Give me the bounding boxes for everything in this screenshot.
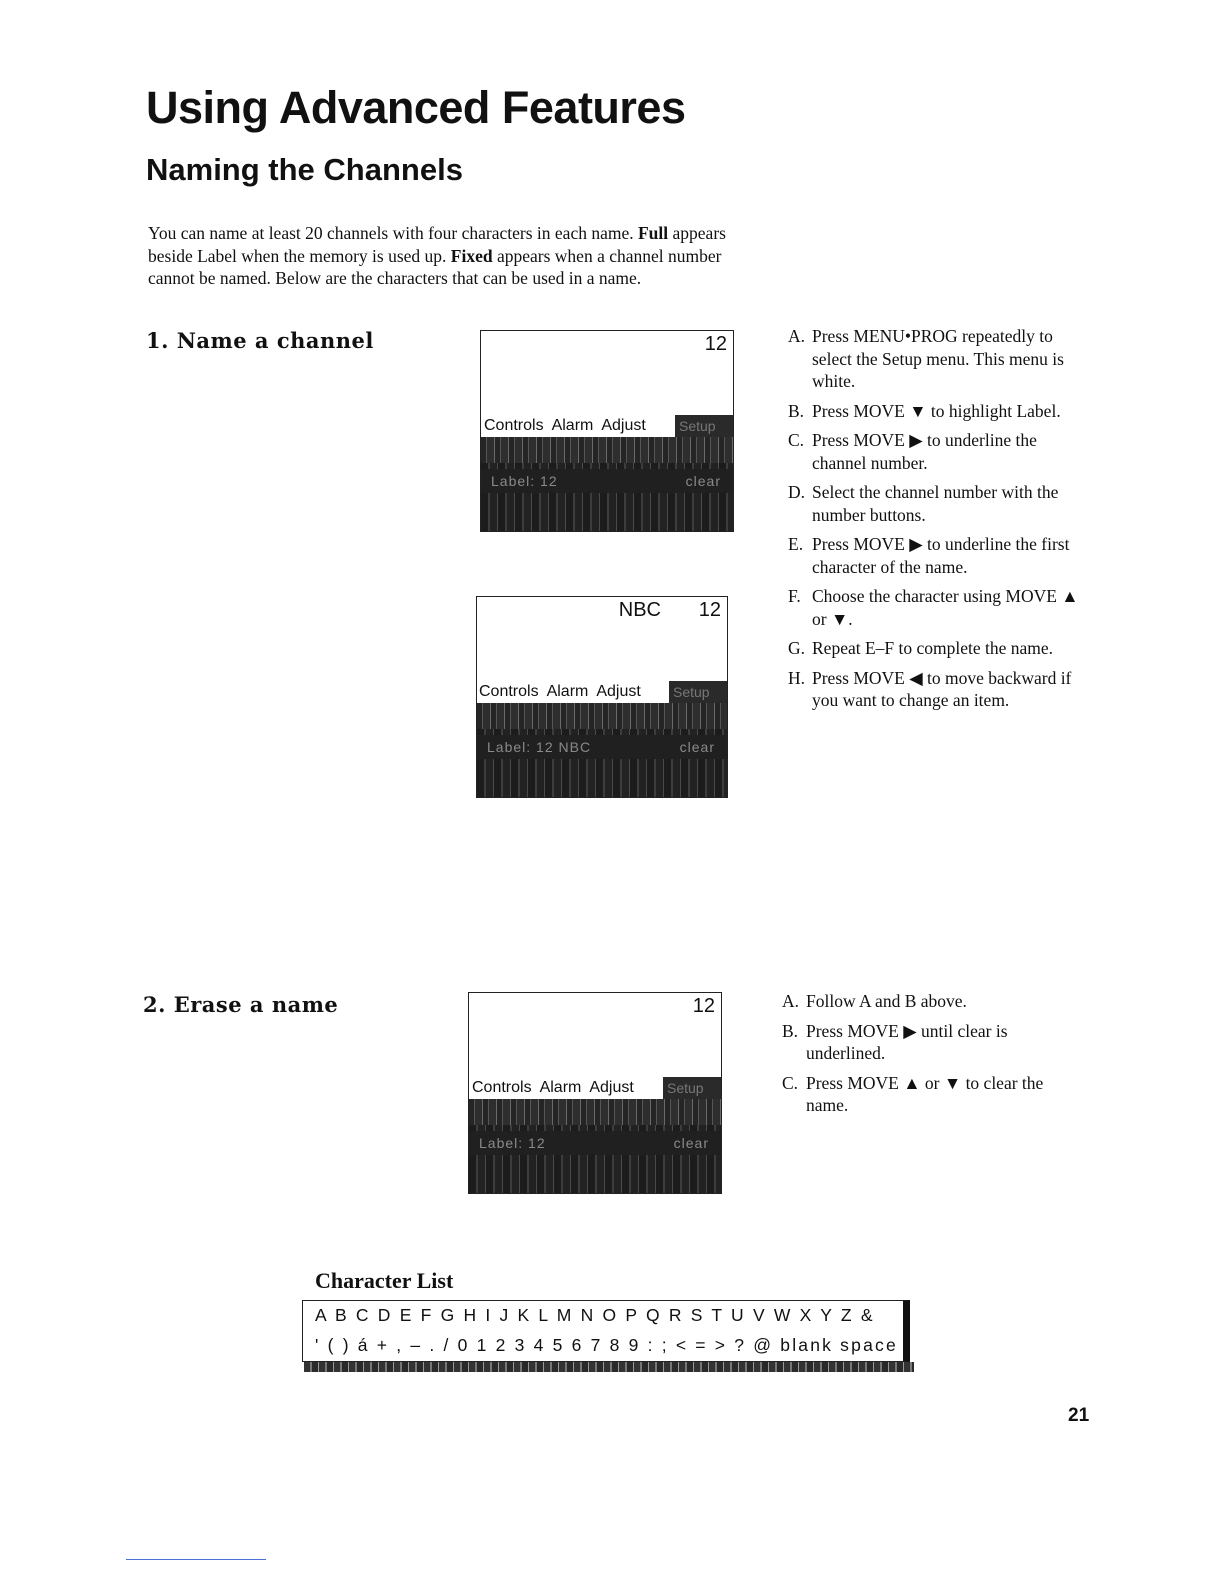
step-letter: B. xyxy=(782,1020,799,1041)
intro-fixed-keyword: Fixed xyxy=(450,245,493,266)
character-line-1: A B C D E F G H I J K L M N O P Q R S T U V W X Y Z & xyxy=(315,1305,875,1325)
channel-name: NBC xyxy=(618,599,661,621)
erase-name-steps xyxy=(782,990,1082,1124)
step-heading-name-channel: 1. Name a channel xyxy=(146,328,374,353)
menu-setup-highlight: Setup xyxy=(675,415,733,437)
step-item xyxy=(782,990,1082,1013)
step-item xyxy=(788,400,1088,423)
step-text: Press MENU•PROG repeatedly to select the Setup menu. This menu is white. xyxy=(812,326,1064,391)
tv-screen-setup-label xyxy=(480,330,734,532)
character-line-2: ' ( ) á + , – . / 0 1 2 3 4 5 6 7 8 9 : ; < = > ? @ blank space xyxy=(315,1335,898,1355)
intro-full-keyword: Full xyxy=(637,223,669,243)
menu-alarm: Alarm xyxy=(539,1079,582,1096)
label-row xyxy=(477,735,727,759)
step-letter: F. xyxy=(788,586,801,606)
page-title: Using Advanced Features xyxy=(146,82,686,133)
step-text: Follow A and B above. xyxy=(806,991,967,1011)
name-channel-steps xyxy=(788,325,1088,719)
menu-bar xyxy=(484,415,733,437)
step-text: Press MOVE ▶ to underline the first character of the name. xyxy=(812,534,1070,577)
step-text: Choose the character using MOVE ▲ or ▼. xyxy=(812,586,1079,629)
menu-bar xyxy=(472,1077,721,1099)
step-item xyxy=(788,637,1088,660)
label-row xyxy=(481,469,733,493)
label-text: Label: 12 NBC xyxy=(487,739,592,755)
menu-setup-highlight: Setup xyxy=(669,681,727,703)
page-number: 21 xyxy=(1068,1405,1090,1426)
intro-text-3: appears when a channel number cannot be named. Below are the characters that can be used in a name. xyxy=(148,245,722,288)
character-list-title: Character List xyxy=(315,1268,454,1293)
step-letter: B. xyxy=(788,400,805,421)
step-item xyxy=(788,533,1088,578)
label-text: Label: 12 xyxy=(479,1135,546,1151)
step-item xyxy=(788,585,1088,630)
footer-line xyxy=(126,1559,266,1560)
intro-text-1: You can name at least 20 channels with four characters in each name. xyxy=(148,223,634,243)
channel-number: 12 xyxy=(692,995,715,1017)
step-text: Press MOVE ▶ to underline the channel number. xyxy=(812,430,1037,473)
step-letter: C. xyxy=(782,1072,799,1093)
menu-adjust: Adjust xyxy=(596,683,641,700)
menu-controls: Controls xyxy=(472,1079,532,1096)
step-item xyxy=(788,429,1088,474)
step-item xyxy=(788,667,1088,712)
clear-text: clear xyxy=(679,739,715,755)
menu-row xyxy=(481,437,733,463)
step-text: Press MOVE ▶ until clear is underlined. xyxy=(806,1020,1008,1063)
step-text: Press MOVE ▲ or ▼ to clear the name. xyxy=(806,1072,1044,1115)
intro-paragraph xyxy=(148,222,748,290)
step-letter: A. xyxy=(788,326,806,346)
step-letter: G. xyxy=(788,638,806,658)
menu-adjust: Adjust xyxy=(589,1079,634,1096)
step-text: Press MOVE ▼ to highlight Label. xyxy=(812,400,1061,421)
intro-text-2: appears beside Label when the memory is used up. xyxy=(148,223,726,266)
menu-adjust: Adjust xyxy=(601,417,646,434)
step-letter: E. xyxy=(788,534,804,554)
step-text: Press MOVE ◀ to move backward if you want to change an item. xyxy=(812,667,1072,710)
menu-row xyxy=(477,703,727,729)
tv-screen-label-nbc xyxy=(476,596,728,798)
step-letter: D. xyxy=(788,482,806,502)
clear-text: clear xyxy=(673,1135,709,1151)
label-text: Label: 12 xyxy=(491,473,558,489)
menu-bar xyxy=(479,681,727,703)
step-item xyxy=(782,1072,1082,1117)
menu-controls: Controls xyxy=(479,683,539,700)
step-item xyxy=(788,481,1088,526)
step-letter: C. xyxy=(788,430,805,450)
step-item xyxy=(782,1020,1082,1065)
menu-controls: Controls xyxy=(484,417,544,434)
step-text: Repeat E–F to complete the name. xyxy=(812,638,1054,658)
menu-alarm: Alarm xyxy=(551,417,594,434)
menu-alarm: Alarm xyxy=(546,683,589,700)
step-letter: A. xyxy=(782,991,800,1011)
step-text: Select the channel number with the number buttons. xyxy=(812,482,1059,525)
step-heading-erase-name: 2. Erase a name xyxy=(143,992,339,1017)
step-letter: H. xyxy=(788,667,806,688)
clear-text: clear xyxy=(685,473,721,489)
step-item xyxy=(788,325,1088,393)
label-row xyxy=(469,1131,721,1155)
character-list-shadow xyxy=(304,1362,914,1372)
menu-setup-highlight: Setup xyxy=(663,1077,721,1099)
character-list-box xyxy=(302,1300,910,1362)
channel-number: 12 xyxy=(704,333,727,355)
channel-number: 12 xyxy=(698,599,721,621)
tv-screen-erase xyxy=(468,992,722,1194)
section-title: Naming the Channels xyxy=(146,152,463,187)
menu-row xyxy=(469,1099,721,1125)
